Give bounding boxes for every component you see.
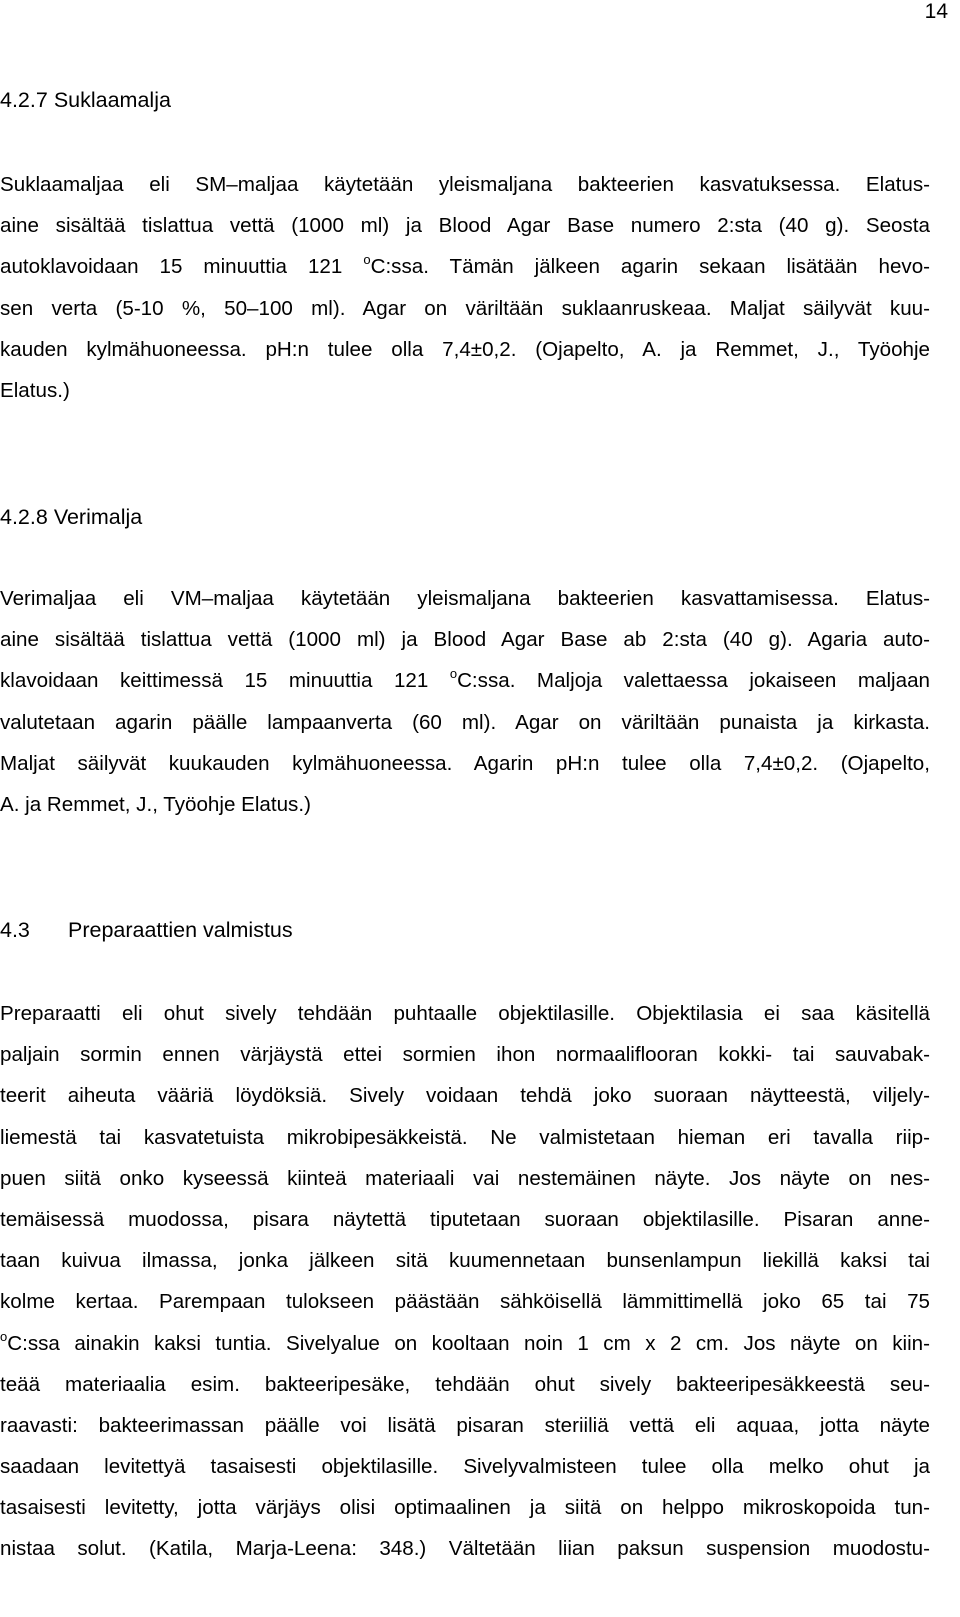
text-run: klavoidaan keittimessä 15 minuuttia 121 bbox=[0, 669, 450, 693]
paragraph-line: raavasti: bakteerimassan päälle voi lisätä pisaran steriiliä vettä eli aquaa, jotta näyte bbox=[0, 1413, 930, 1437]
degree-superscript: o bbox=[363, 252, 371, 268]
section-number: 4.2.7 bbox=[0, 88, 48, 112]
paragraph-line: Elatus.) bbox=[0, 378, 70, 402]
section-title: Preparaattien valmistus bbox=[67, 918, 293, 942]
text-run: C:ssa. Tämän jälkeen agarin sekaan lisätään hevo- bbox=[370, 255, 931, 279]
paragraph-line bbox=[0, 252, 931, 296]
section-title: Verimalja bbox=[53, 505, 143, 529]
section-number: 4.2.8 bbox=[0, 505, 48, 529]
section-heading-4-2-7 bbox=[0, 88, 171, 112]
paragraph-preparaattien-valmistus bbox=[0, 1002, 930, 1579]
paragraph-line: puen siitä onko kyseessä kiinteä materiaali vai nestemäinen näyte. Jos näyte on nes- bbox=[0, 1166, 930, 1190]
paragraph-line: liemestä tai kasvatetuista mikrobipesäkkeistä. Ne valmistetaan hieman eri tavalla riip- bbox=[0, 1125, 930, 1149]
paragraph-line bbox=[0, 666, 930, 710]
paragraph-line: kauden kylmähuoneessa. pH:n tulee olla 7,4±0,2. (Ojapelto, A. ja Remmet, J., Työohje bbox=[0, 337, 930, 361]
paragraph-line bbox=[0, 1328, 930, 1373]
paragraph-line: teerit aiheuta vääriä löydöksiä. Sively voidaan tehdä joko suoraan näytteestä, viljely- bbox=[0, 1084, 930, 1108]
section-heading-4-3 bbox=[0, 918, 293, 942]
paragraph-line: Preparaatti eli ohut sively tehdään puhtaalle objektilasille. Objektilasia ei saa käsitellä bbox=[0, 1002, 930, 1025]
section-number: 4.3 bbox=[0, 918, 30, 942]
paragraph-line: Maljat säilyvät kuukauden kylmähuoneessa. Agarin pH:n tulee olla 7,4±0,2. (Ojapelto, bbox=[0, 751, 930, 775]
degree-superscript: o bbox=[449, 666, 458, 682]
paragraph-line: aine sisältää tislattua vettä (1000 ml) ja Blood Agar Base ab 2:sta (40 g). Agaria auto- bbox=[0, 628, 930, 652]
paragraph-suklaamalja bbox=[0, 173, 930, 420]
paragraph-line: A. ja Remmet, J., Työohje Elatus.) bbox=[0, 792, 311, 816]
paragraph-line: Verimaljaa eli VM–maljaa käytetään yleismaljana bakteerien kasvattamisessa. Elatus- bbox=[0, 587, 930, 610]
paragraph-line: saadaan levitettyä tasaisesti objektilasille. Sivelyvalmisteen tulee olla melko ohut ja bbox=[0, 1455, 930, 1479]
paragraph-line: teää materiaalia esim. bakteeripesäke, tehdään ohut sively bakteeripesäkkeestä seu- bbox=[0, 1372, 930, 1396]
paragraph-line: tasaisesti levitetty, jotta värjäys olisi optimaalinen ja siitä on helppo mikroskopoida tun- bbox=[0, 1496, 930, 1520]
paragraph-line: temäisessä muodossa, pisara näytettä tiputetaan suoraan objektilasille. Pisaran anne- bbox=[0, 1207, 930, 1231]
text-run: autoklavoidaan 15 minuuttia 121 bbox=[0, 255, 364, 279]
degree-superscript: o bbox=[0, 1328, 8, 1344]
paragraph-line: Suklaamaljaa eli SM–maljaa käytetään yleismaljana bakteerien kasvatuksessa. Elatus- bbox=[0, 173, 930, 196]
paragraph-line: valutetaan agarin päälle lampaanverta (60 ml). Agar on väriltään punaista ja kirkasta. bbox=[0, 710, 930, 734]
text-run: C:ssa ainakin kaksi tuntia. Sivelyalue on kooltaan noin 1 cm x 2 cm. Jos näyte on kiin- bbox=[7, 1331, 930, 1355]
paragraph-line: aine sisältää tislattua vettä (1000 ml) ja Blood Agar Base numero 2:sta (40 g). Seosta bbox=[0, 214, 930, 238]
text-run: C:ssa. Maljoja valettaessa jokaiseen maljaan bbox=[457, 669, 930, 693]
paragraph-line: taan kuivua ilmassa, jonka jälkeen sitä kuumennetaan bunsenlampun liekillä kaksi tai bbox=[0, 1249, 930, 1273]
paragraph-line: sen verta (5-10 %, 50–100 ml). Agar on väriltään suklaanruskeaa. Maljat säilyvät kuu- bbox=[0, 296, 930, 320]
section-title: Suklaamalja bbox=[53, 88, 171, 112]
paragraph-line: nistaa solut. (Katila, Marja-Leena: 348.) Vältetään liian paksun suspension muodostu- bbox=[0, 1537, 930, 1561]
paragraph-line: paljain sormin ennen värjäystä ettei sormien ihon normaaliflooran kokki- tai sauvabak- bbox=[0, 1043, 930, 1067]
paragraph-verimalja bbox=[0, 587, 930, 834]
page-number: 14 bbox=[924, 0, 948, 23]
paragraph-line: kolme kertaa. Parempaan tulokseen päästään sähköisellä lämmittimellä joko 65 tai 75 bbox=[0, 1290, 930, 1314]
section-heading-4-2-8 bbox=[0, 505, 142, 529]
